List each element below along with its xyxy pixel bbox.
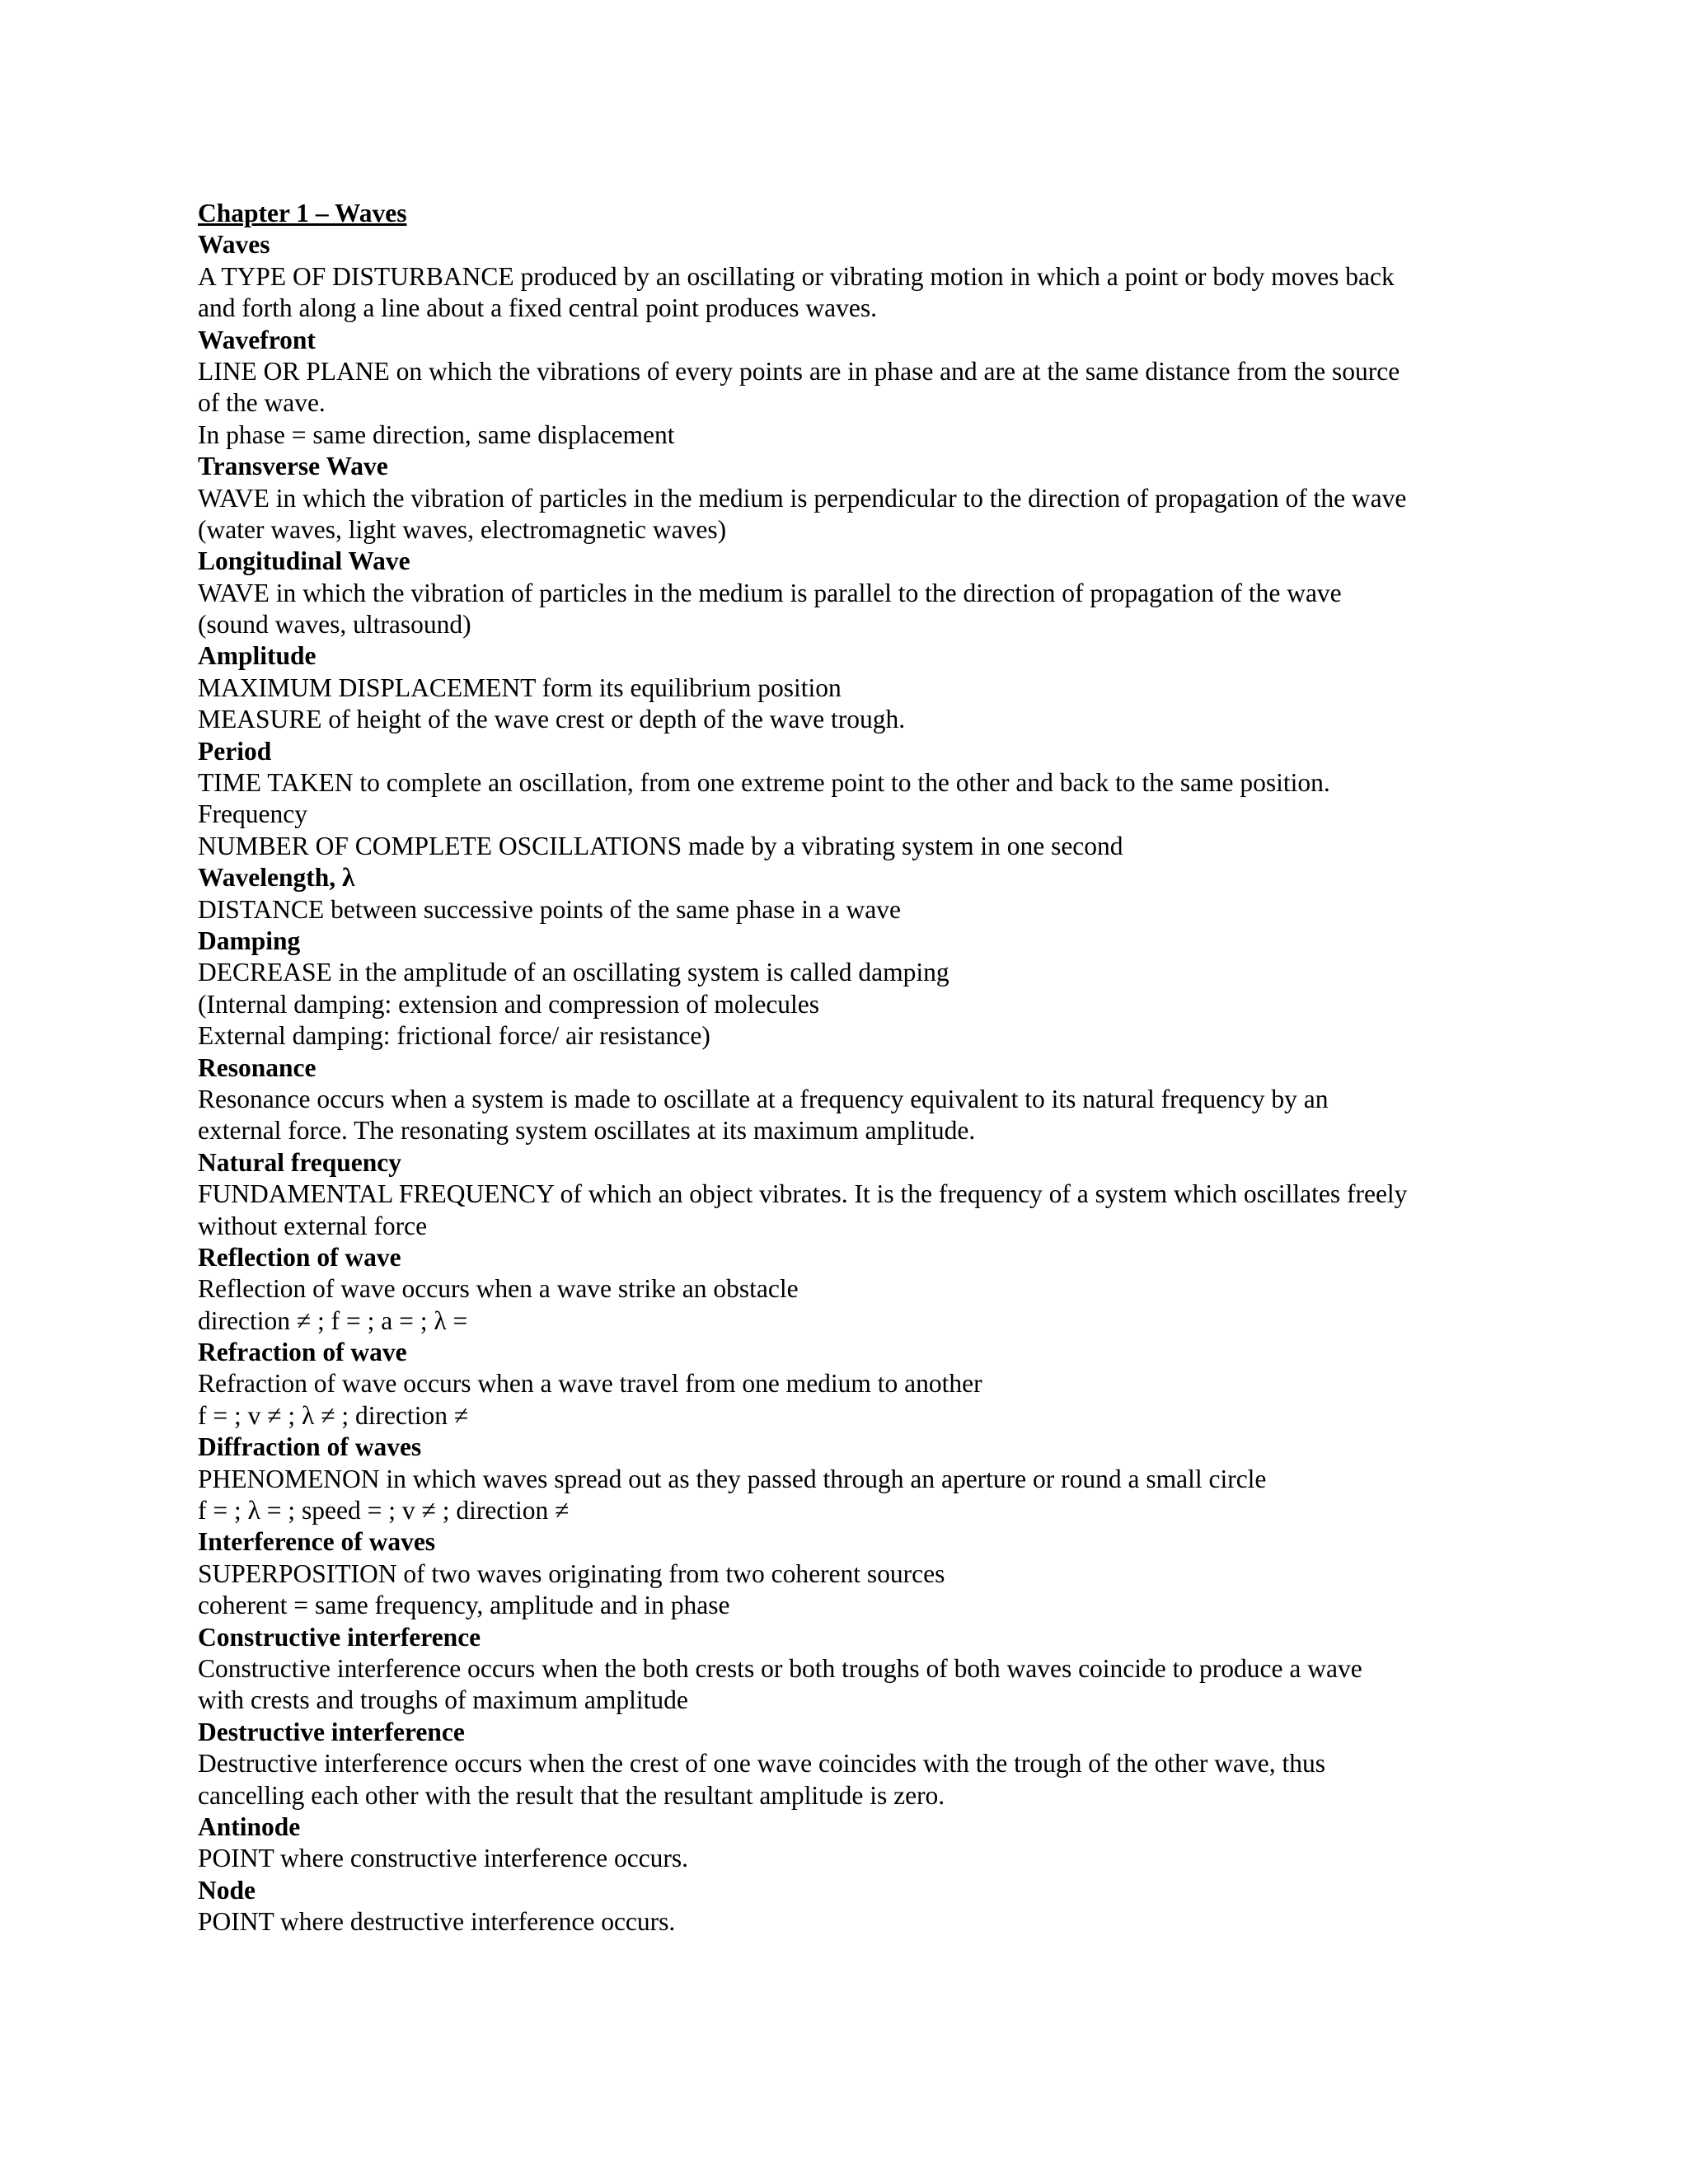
body-text-line: SUPERPOSITION of two waves originating from two coherent sources [198,1558,945,1588]
body-text-line: direction ≠ ; f = ; a = ; λ = [198,1305,468,1335]
document-lines [198,229,1500,1938]
body-text-line: PHENOMENON in which waves spread out as they passed through an aperture or round a small circle [198,1464,1267,1493]
section-heading: Destructive interference [198,1717,465,1746]
body-text-line: (Internal damping: extension and compression of molecules [198,989,820,1019]
section-heading: Transverse Wave [198,452,388,481]
section-heading: Wavefront [198,325,316,354]
body-text-line: without external force [198,1211,428,1240]
body-text-line: In phase = same direction, same displacement [198,419,675,449]
body-text-line: WAVE in which the vibration of particles in the medium is perpendicular to the direction of propagation of the wave [198,483,1407,513]
body-text-line: DISTANCE between successive points of the same phase in a wave [198,894,901,924]
body-text-line: FUNDAMENTAL FREQUENCY of which an object vibrates. It is the frequency of a system which oscillates freely [198,1179,1408,1209]
section-heading: Waves [198,230,270,260]
body-text-line: MEASURE of height of the wave crest or depth of the wave trough. [198,705,906,734]
section-heading: Damping [198,926,301,955]
section-heading: Interference of waves [198,1527,436,1557]
body-text-line: Constructive interference occurs when the both crests or both troughs of both waves coincide to produce a wave [198,1653,1362,1683]
body-text-line: TIME TAKEN to complete an oscillation, from one extreme point to the other and back to the same position. [198,768,1330,798]
body-text-line: POINT where destructive interference occurs. [198,1907,676,1937]
body-text-line: A TYPE OF DISTURBANCE produced by an oscillating or vibrating motion in which a point or body moves back [198,261,1395,291]
body-text-line: (water waves, light waves, electromagnetic waves) [198,514,727,544]
section-heading: Wavelength, λ [198,863,355,893]
body-text-line: (sound waves, ultrasound) [198,610,471,640]
section-heading: Period [198,736,272,766]
body-text-line: POINT where constructive interference occurs. [198,1844,689,1873]
body-text-line: DECREASE in the amplitude of an oscillating system is called damping [198,958,950,987]
body-text-line: Reflection of wave occurs when a wave strike an obstacle [198,1274,799,1304]
section-heading: Longitudinal Wave [198,546,410,576]
section-heading: Constructive interference [198,1622,481,1652]
section-heading: Natural frequency [198,1147,402,1177]
section-heading: Refraction of wave [198,1338,407,1367]
body-text-line: Destructive interference occurs when the crest of one wave coincides with the trough of the other wave, thus [198,1749,1325,1779]
body-text-line: cancelling each other with the result that the resultant amplitude is zero. [198,1780,945,1810]
body-text-line: Resonance occurs when a system is made to oscillate at a frequency equivalent to its natural frequency by an [198,1084,1329,1113]
body-text-line: NUMBER OF COMPLETE OSCILLATIONS made by a vibrating system in one second [198,831,1123,860]
document-body [198,198,1500,1938]
section-heading: Resonance [198,1052,316,1082]
body-text-line: MAXIMUM DISPLACEMENT form its equilibrium position [198,673,842,702]
section-heading: Diffraction of waves [198,1432,422,1462]
body-text-line: f = ; λ = ; speed = ; v ≠ ; direction ≠ [198,1496,570,1526]
section-heading: Antinode [198,1811,301,1841]
body-text-line: LINE OR PLANE on which the vibrations of every points are in phase and are at the same distance from the source [198,356,1400,386]
body-text-line: Refraction of wave occurs when a wave travel from one medium to another [198,1369,982,1399]
body-text-line: coherent = same frequency, amplitude and in phase [198,1591,730,1620]
body-text-line: external force. The resonating system oscillates at its maximum amplitude. [198,1116,976,1146]
body-text-line: and forth along a line about a fixed central point produces waves. [198,293,877,323]
body-text-line: with crests and troughs of maximum amplitude [198,1685,688,1715]
body-text-line: of the wave. [198,388,326,418]
body-text-line: Frequency [198,799,307,829]
chapter-title: Chapter 1 – Waves [198,199,407,227]
section-heading: Node [198,1875,256,1905]
body-text-line: WAVE in which the vibration of particles in the medium is parallel to the direction of propagation of the wave [198,578,1342,607]
body-text-line: f = ; v ≠ ; λ ≠ ; direction ≠ [198,1400,469,1430]
section-heading: Amplitude [198,641,316,671]
body-text-line: External damping: frictional force/ air resistance) [198,1021,710,1051]
section-heading: Reflection of wave [198,1242,401,1272]
